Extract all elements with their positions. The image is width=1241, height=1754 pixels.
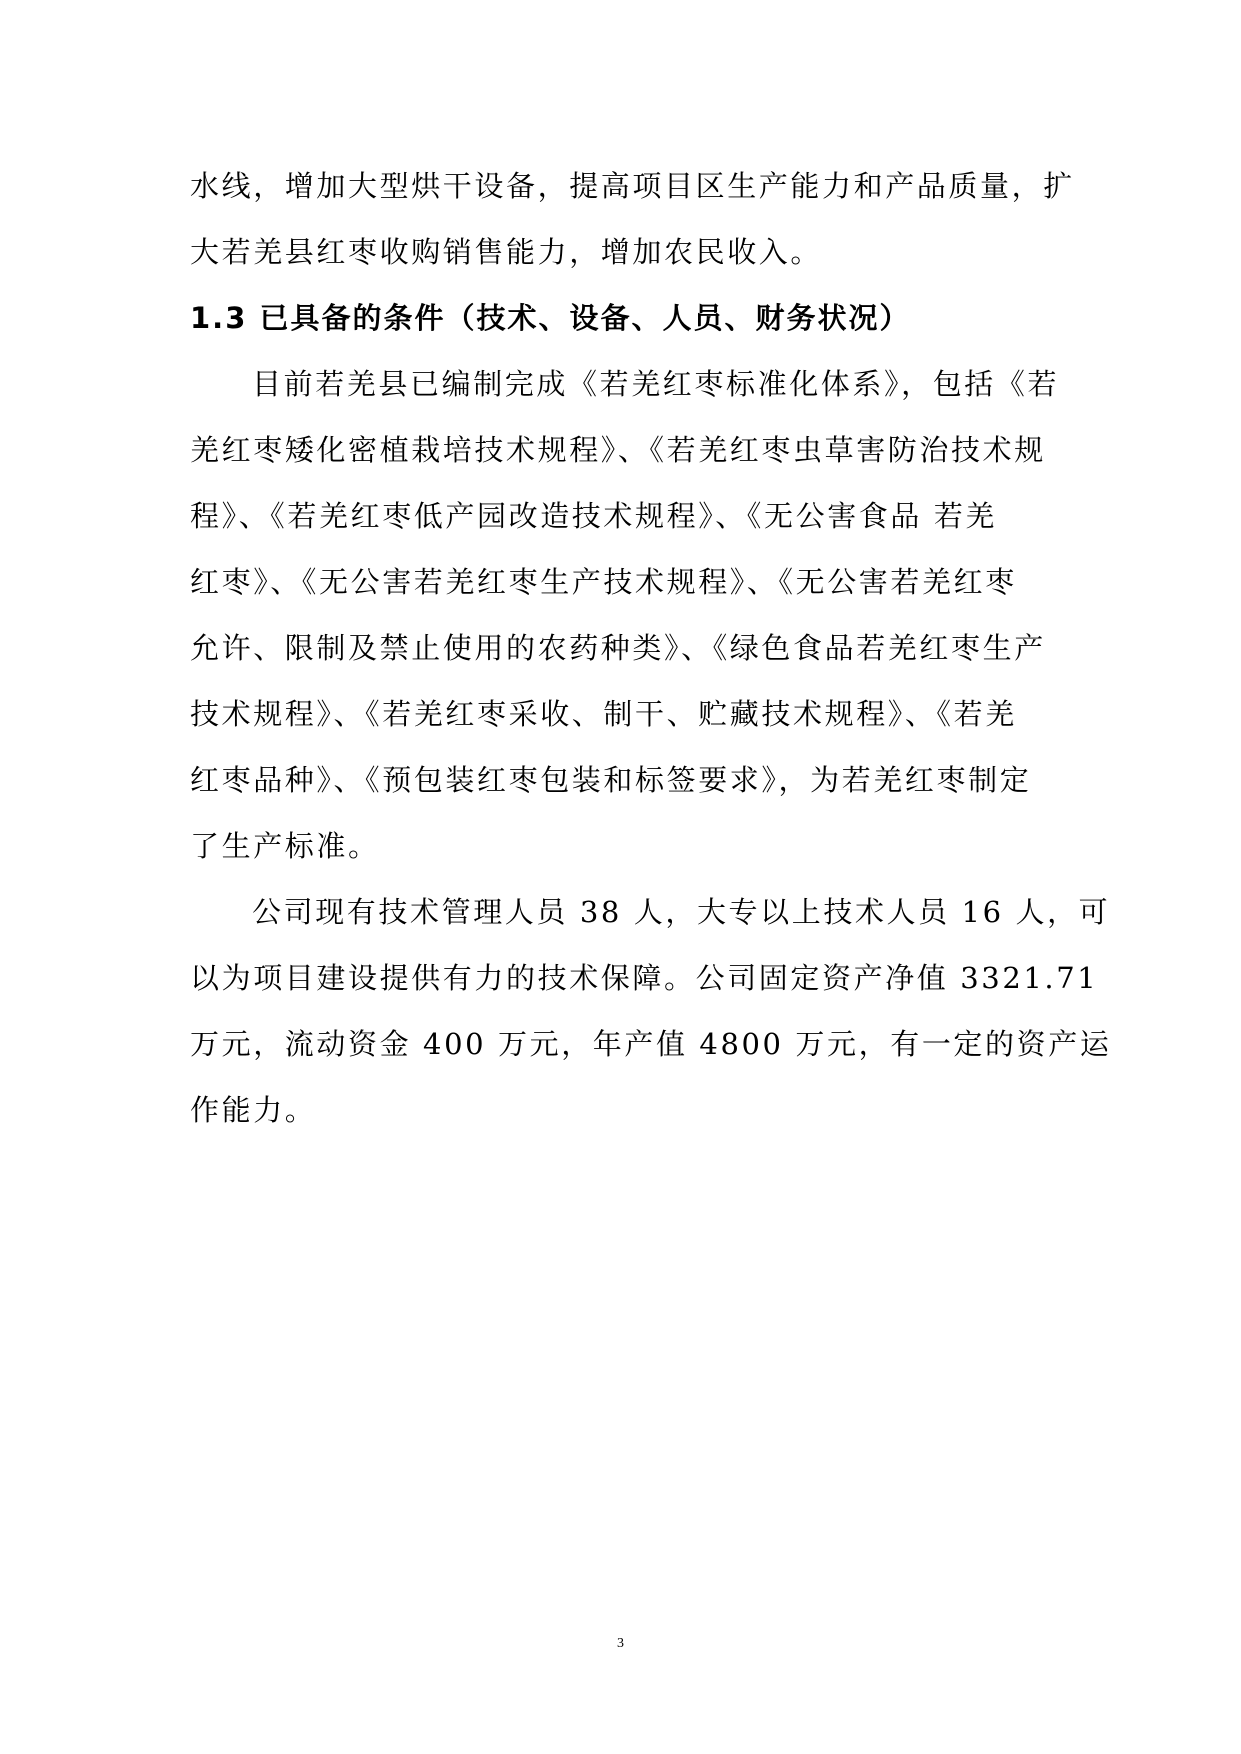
body-text-line: 以为项目建设提供有力的技术保障。公司固定资产净值 3321.71 xyxy=(190,961,1099,995)
page-number: 3 xyxy=(617,1636,624,1651)
page-content xyxy=(190,153,1112,1143)
body-text-line: 了生产标准。 xyxy=(190,829,380,863)
body-text-line: 公司现有技术管理人员 38 人，大专以上技术人员 16 人，可 xyxy=(252,895,1111,929)
section-heading: 1.3 已具备的条件（技术、设备、人员、财务状况） xyxy=(190,301,911,335)
body-text-line: 技术规程》、《若羌红枣采收、制干、贮藏技术规程》、《若羌 xyxy=(190,697,1017,731)
body-text-line: 目前若羌县已编制完成《若羌红枣标准化体系》，包括《若 xyxy=(252,367,1060,401)
body-text-line: 羌红枣矮化密植栽培技术规程》、《若羌红枣虫草害防治技术规 xyxy=(190,433,1046,467)
body-text-line: 作能力。 xyxy=(190,1093,317,1127)
body-text-line: 红枣品种》、《预包装红枣包装和标签要求》，为若羌红枣制定 xyxy=(190,763,1032,797)
body-text-line: 程》、《若羌红枣低产园改造技术规程》、《无公害食品 若羌 xyxy=(190,499,998,533)
body-text-line: 万元，流动资金 400 万元，年产值 4800 万元，有一定的资产运 xyxy=(190,1027,1112,1061)
body-text-line: 水线，增加大型烘干设备，提高项目区生产能力和产品质量，扩 xyxy=(190,169,1075,203)
body-text-line: 红枣》、《无公害若羌红枣生产技术规程》、《无公害若羌红枣 xyxy=(190,565,1017,599)
body-text-line: 允许、限制及禁止使用的农药种类》、《绿色食品若羌红枣生产 xyxy=(190,631,1046,665)
body-text-line: 大若羌县红枣收购销售能力，增加农民收入。 xyxy=(190,235,823,269)
